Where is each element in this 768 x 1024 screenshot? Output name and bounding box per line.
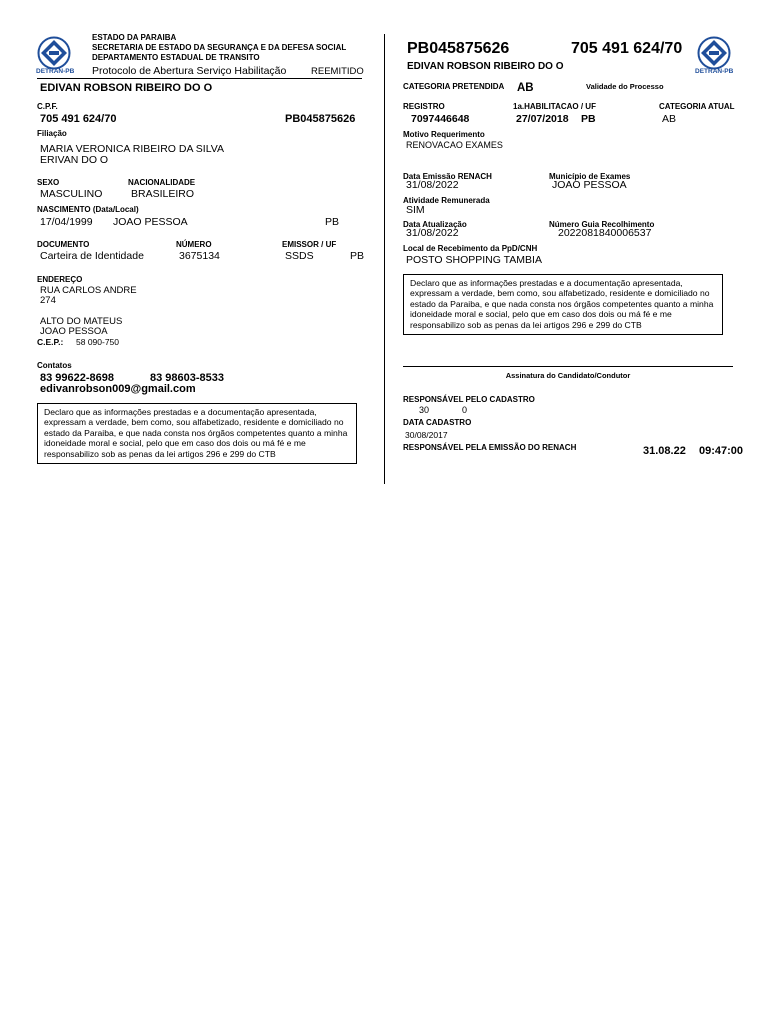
secretariat-name: SECRETARIA DE ESTADO DA SEGURANÇA E DA DEFESA SOCIAL	[92, 43, 347, 52]
documento-value: Carteira de Identidade	[40, 250, 144, 262]
data-atualizacao-label: Data Atualização	[403, 220, 467, 229]
data-emissao-label: Data Emissão RENACH	[403, 172, 492, 181]
left-declaration: Declaro que as informações prestadas e a documentação apresentada, expressam a verdade, bem como, sou alfabetizado, residente e domiciliado no estado da Paraiba, e que nada consta nos órgãos competentes quanto a minha idoneidade moral e social, pelo que em caso dos dois ou má fé e me responsabilizo sob as penas da lei artigos 296 e 299 do CTB	[37, 403, 357, 464]
atividade-label: Atividade Remunerada	[403, 196, 490, 205]
vertical-divider	[384, 34, 385, 484]
divider	[37, 78, 362, 79]
emission-date: 31.08.22	[643, 445, 686, 457]
primeira-hab-value: 27/07/2018	[516, 113, 569, 125]
district: ALTO DO MATEUS	[40, 316, 123, 327]
emissor-label: EMISSOR / UF	[282, 240, 337, 249]
detran-logo-icon	[37, 36, 71, 70]
right-protocol-number: PB045875626	[407, 40, 510, 57]
cpf-value: 705 491 624/70	[40, 113, 117, 125]
guia-value: 2022081840006537	[558, 227, 652, 239]
street: RUA CARLOS ANDRE	[40, 285, 137, 296]
local-label: Local de Recebimento da PpD/CNH	[403, 244, 538, 253]
validade-label: Validade do Processo	[586, 82, 664, 91]
department-name: DEPARTAMENTO ESTADUAL DE TRANSITO	[92, 53, 260, 62]
street-number: 274	[40, 295, 56, 306]
father-name: ERIVAN DO O	[40, 154, 109, 166]
guia-label: Número Guia Recolhimento	[549, 220, 655, 229]
contatos-label: Contatos	[37, 361, 72, 370]
mother-name: MARIA VERONICA RIBEIRO DA SILVA	[40, 143, 224, 155]
status-badge: REEMITIDO	[311, 66, 364, 77]
right-declaration: Declaro que as informações prestadas e a documentação apresentada, expressam a verdade, bem como, sou alfabetizado, residente e domiciliado no estado da Paraiba, e que nada consta nos órgãos competentes quanto a minha idoneidade moral e social, pelo que em caso dos dois ou má fé e me responsabilizo sob as penas da lei artigos 296 e 299 do CTB	[403, 274, 723, 335]
emission-time: 09:47:00	[699, 445, 744, 457]
phone-1: 83 99622-8698	[40, 372, 115, 384]
responsavel-emissao-label: RESPONSÁVEL PELA EMISSÃO DO RENACH	[403, 443, 577, 452]
categoria-pretendida-label: CATEGORIA PRETENDIDA	[403, 82, 505, 91]
atividade-value: SIM	[406, 204, 425, 216]
documento-label: DOCUMENTO	[37, 240, 90, 249]
municipio-label: Município de Exames	[549, 172, 631, 181]
data-emissao-value: 31/08/2022	[406, 179, 459, 191]
nacionalidade-value: BRASILEIRO	[131, 188, 195, 200]
motivo-value: RENOVACAO EXAMES	[406, 140, 503, 150]
state-name: ESTADO DA PARAIBA	[92, 33, 177, 42]
sexo-label: SEXO	[37, 178, 60, 187]
candidate-name: EDIVAN ROBSON RIBEIRO DO O	[40, 82, 213, 94]
endereco-label: ENDEREÇO	[37, 275, 83, 284]
right-cpf: 705 491 624/70	[571, 40, 683, 57]
birth-uf: PB	[325, 216, 340, 228]
phone-2: 83 98603-8533	[150, 372, 225, 384]
categoria-atual-value: AB	[662, 113, 677, 125]
categoria-atual-label: CATEGORIA ATUAL	[659, 102, 735, 111]
local-value: POSTO SHOPPING TAMBIA	[406, 254, 542, 266]
cpf-label: C.P.F.	[37, 102, 58, 111]
detran-logo-icon	[697, 36, 731, 70]
logo-caption: DETRAN-PB	[695, 68, 734, 75]
numero-value: 3675134	[179, 250, 220, 262]
logo-caption: DETRAN-PB	[36, 68, 75, 75]
emissor-value: SSDS	[285, 250, 314, 262]
data-cadastro-label: DATA CADASTRO	[403, 418, 472, 427]
cep-value: 58 090-750	[76, 337, 120, 347]
nacionalidade-label: NACIONALIDADE	[128, 178, 196, 187]
birth-city: JOAO PESSOA	[113, 216, 188, 228]
categoria-pretendida-value: AB	[517, 82, 534, 94]
data-atualizacao-value: 31/08/2022	[406, 227, 459, 239]
protocol-number: PB045875626	[285, 113, 356, 125]
emissor-uf-value: PB	[350, 250, 365, 262]
protocol-title: Protocolo de Abertura Serviço Habilitação	[92, 65, 287, 77]
email: edivanrobson009@gmail.com	[40, 383, 196, 395]
right-candidate-name: EDIVAN ROBSON RIBEIRO DO O	[407, 61, 564, 72]
registro-value: 7097446648	[411, 113, 470, 125]
primeira-hab-uf: PB	[581, 113, 596, 125]
responsavel-cadastro-b: 0	[462, 405, 468, 415]
nascimento-label: NASCIMENTO (Data/Local)	[37, 205, 139, 214]
signature-label: Assinatura do Candidato/Condutor	[505, 371, 631, 380]
primeira-hab-label: 1a.HABILITACAO / UF	[513, 102, 596, 111]
responsavel-cadastro-a: 30	[419, 405, 430, 415]
filiacao-label: Filiação	[37, 129, 67, 138]
cep-label: C.E.P.:	[37, 337, 64, 347]
numero-label: NÚMERO	[176, 240, 212, 249]
municipio-value: JOAO PESSOA	[552, 179, 627, 191]
data-cadastro-value: 30/08/2017	[405, 430, 448, 440]
responsavel-cadastro-label: RESPONSÁVEL PELO CADASTRO	[403, 395, 535, 404]
signature-line	[403, 366, 733, 367]
motivo-label: Motivo Requerimento	[403, 130, 485, 139]
registro-label: REGISTRO	[403, 102, 445, 111]
sexo-value: MASCULINO	[40, 188, 103, 200]
city: JOAO PESSOA	[40, 326, 108, 337]
birth-date: 17/04/1999	[40, 216, 93, 228]
